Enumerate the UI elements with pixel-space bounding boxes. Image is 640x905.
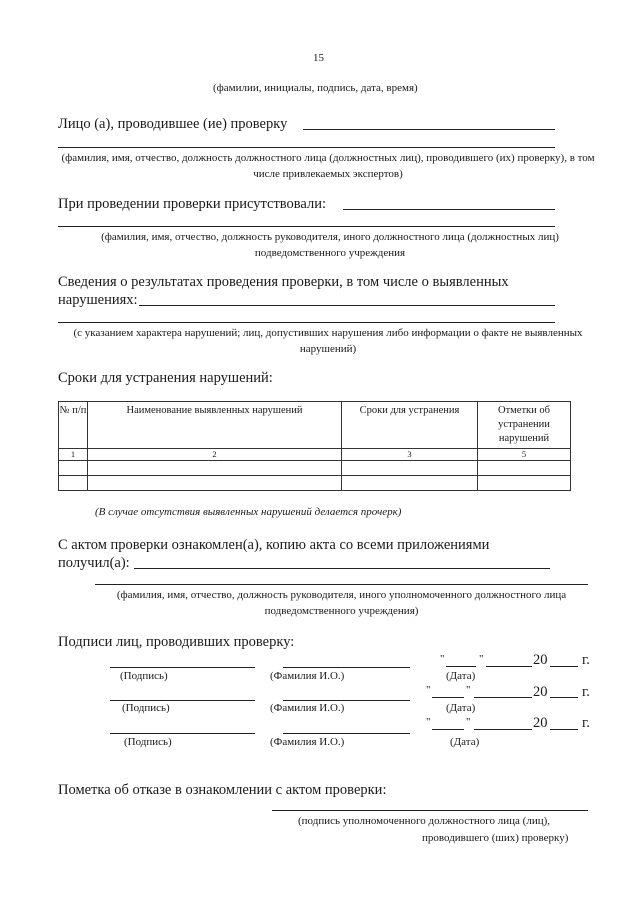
table-row[interactable]	[59, 476, 571, 491]
date-quote-open-2: "	[426, 684, 431, 696]
sign-line-1[interactable]	[110, 667, 255, 668]
deadlines-note: (В случае отсутствия выявленных нарушений делается прочерк)	[95, 506, 402, 518]
date-caption-3: (Дата)	[450, 736, 480, 748]
sign-line-2[interactable]	[110, 700, 255, 701]
date-month-line-3[interactable]	[474, 729, 532, 730]
acquainted-note: (фамилия, имя, отчество, должность руководителя, иного уполномоченного должностного лица подведомственного учреждения)	[116, 589, 567, 617]
acquainted-label-2: получил(а):	[58, 555, 130, 571]
date-quote-close-3: "	[466, 716, 471, 728]
results-label-2: нарушениях:	[58, 292, 138, 308]
refusal-label: Пометка об отказе в ознакомлении с актом проверки:	[58, 782, 387, 798]
results-field-line[interactable]	[139, 305, 555, 306]
refusal-note-2: проводившего (ших) проверку)	[422, 832, 569, 844]
date-quote-close-1: "	[479, 653, 484, 665]
col-number-5: 5	[478, 449, 571, 461]
name-caption-3: (Фамилия И.О.)	[270, 736, 345, 748]
col-number-2: 2	[88, 449, 342, 461]
page-number: 15	[313, 52, 324, 64]
date-day-line-1[interactable]	[446, 666, 476, 667]
results-field-line-2[interactable]	[58, 322, 555, 323]
acquainted-label-1: С актом проверки ознакомлен(а), копию акта со всеми приложениями	[58, 537, 490, 553]
sign-line-3[interactable]	[110, 733, 255, 734]
col-header-number: № п/п	[59, 402, 88, 449]
sign-caption-2: (Подпись)	[122, 702, 170, 714]
violations-table	[58, 401, 571, 491]
results-label-1: Сведения о результатах проведения проверки, в том числе о выявленных	[58, 274, 509, 290]
name-line-1[interactable]	[283, 667, 410, 668]
acquainted-field-line[interactable]	[134, 568, 550, 569]
date-caption-1: (Дата)	[446, 670, 476, 682]
date-suffix-3: г.	[582, 715, 590, 731]
col-header-violation: Наименование выявленных нарушений	[88, 402, 342, 449]
date-day-line-2[interactable]	[432, 697, 464, 698]
refusal-note-1: (подпись уполномоченного должностного лица (лиц),	[298, 815, 551, 827]
inspector-field-line[interactable]	[303, 129, 555, 130]
sign-caption-3: (Подпись)	[124, 736, 172, 748]
col-number-1: 1	[59, 449, 88, 461]
date-quote-open-3: "	[426, 716, 431, 728]
date-day-line-3[interactable]	[432, 729, 464, 730]
name-line-2[interactable]	[283, 700, 410, 701]
date-month-line-2[interactable]	[474, 697, 532, 698]
present-field-line[interactable]	[343, 209, 555, 210]
date-year-line-3[interactable]	[550, 729, 578, 730]
present-label: При проведении проверки присутствовали:	[58, 196, 327, 212]
date-suffix-2: г.	[582, 684, 590, 700]
present-field-line-2[interactable]	[58, 226, 555, 227]
caption-top: (фамилии, инициалы, подпись, дата, время)	[213, 82, 418, 94]
date-suffix-1: г.	[582, 652, 590, 668]
date-caption-2: (Дата)	[446, 702, 476, 714]
table-row[interactable]	[59, 461, 571, 476]
date-year-line-2[interactable]	[550, 697, 578, 698]
name-line-3[interactable]	[283, 733, 410, 734]
inspector-field-line-2[interactable]	[58, 147, 555, 148]
inspector-label: Лицо (а), проводившее (ие) проверку	[58, 116, 288, 132]
date-year-2: 20	[533, 684, 548, 700]
col-number-3: 3	[342, 449, 478, 461]
sign-caption-1: (Подпись)	[120, 670, 168, 682]
date-quote-close-2: "	[466, 684, 471, 696]
col-header-marks: Отметки об устранении нарушений	[478, 402, 571, 449]
name-caption-2: (Фамилия И.О.)	[270, 702, 345, 714]
results-note: (с указанием характера нарушений; лиц, допустивших нарушения либо информации о факте не выявленных нарушений)	[73, 327, 583, 355]
inspector-note: (фамилия, имя, отчество, должность должностного лица (должностных лиц), проводившего (их) проверку), в том числе привлекаемых экспертов)	[61, 152, 595, 180]
refusal-field-line[interactable]	[272, 810, 588, 811]
name-caption-1: (Фамилия И.О.)	[270, 670, 345, 682]
acquainted-field-line-2[interactable]	[95, 584, 588, 585]
date-year-1: 20	[533, 652, 548, 668]
date-year-3: 20	[533, 715, 548, 731]
date-month-line-1[interactable]	[486, 666, 532, 667]
date-quote-open-1: "	[440, 653, 445, 665]
present-note: (фамилия, имя, отчество, должность руководителя, иного должностного лица (должностных лиц) подведомственного учреждения	[101, 231, 559, 259]
signatures-label: Подписи лиц, проводивших проверку:	[58, 634, 295, 650]
col-header-deadline: Сроки для устранения	[342, 402, 478, 449]
date-year-line-1[interactable]	[550, 666, 578, 667]
deadlines-label: Сроки для устранения нарушений:	[58, 370, 273, 386]
